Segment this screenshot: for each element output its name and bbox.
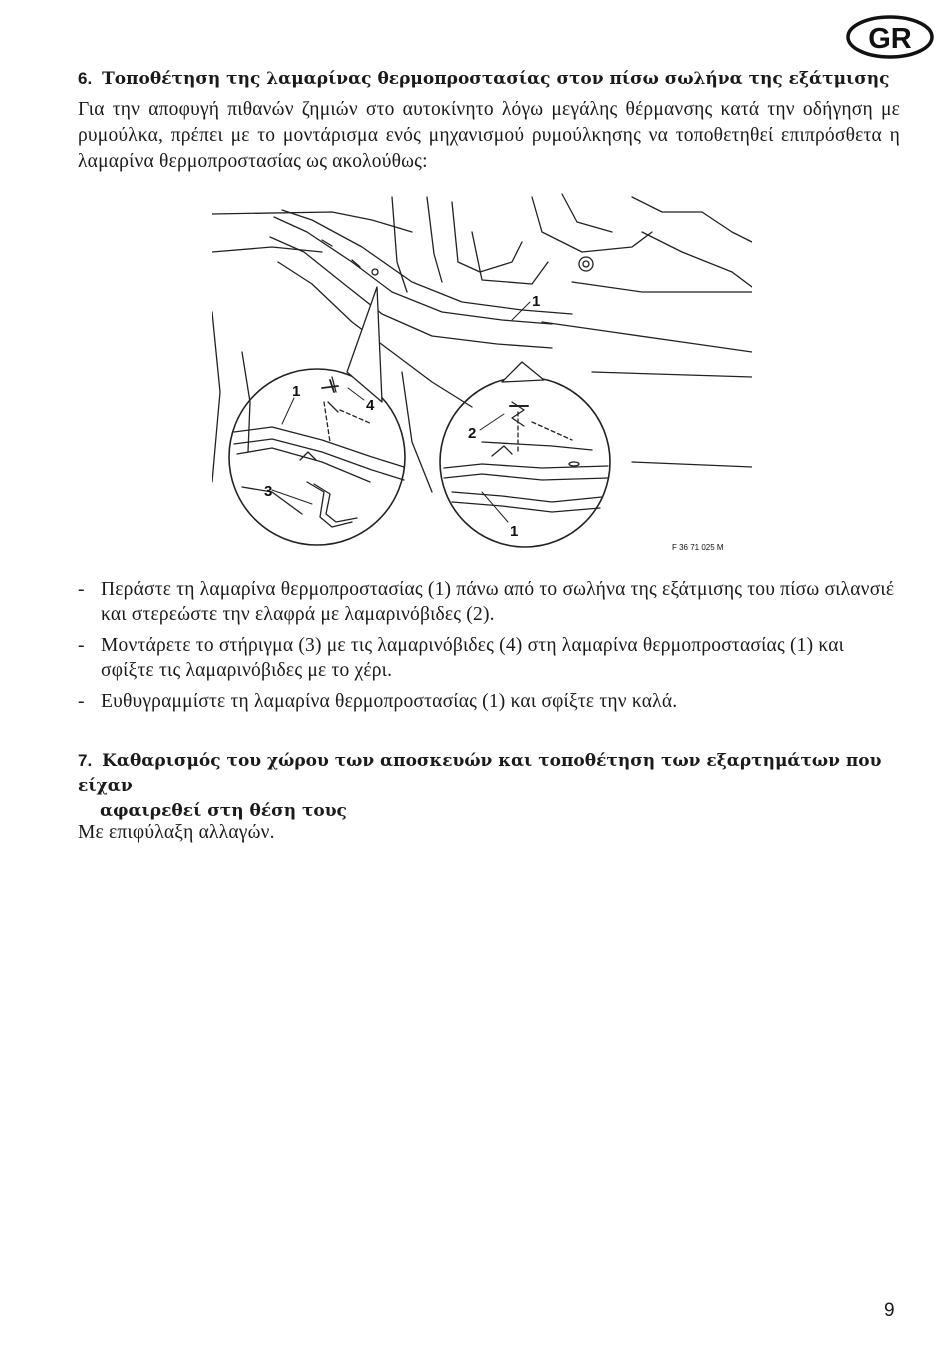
language-badge-label: GR xyxy=(868,23,912,55)
step-bullet: - xyxy=(78,579,85,600)
section-7-title-line1: Καθαρισμός του χώρου των αποσκευών και τοποθέτηση των εξαρτημάτων που είχαν xyxy=(78,751,882,796)
detail-circle-left xyxy=(229,287,405,545)
language-badge xyxy=(845,14,935,60)
callout-4: 4 xyxy=(366,397,375,414)
page-number: 9 xyxy=(884,1300,895,1321)
step-bullet: - xyxy=(78,635,85,656)
section-7-number: 7. xyxy=(78,751,93,770)
section-6-heading xyxy=(78,66,908,92)
callout-1-top: 1 xyxy=(532,293,541,310)
section-7-heading xyxy=(78,748,908,824)
step-item xyxy=(78,633,900,683)
step-bullet: - xyxy=(78,691,85,712)
underbody-drawing xyxy=(212,194,752,492)
installation-illustration xyxy=(212,192,752,560)
callout-1-right: 1 xyxy=(510,523,519,540)
disclaimer-note: Με επιφύλαξη αλλαγών. xyxy=(78,822,275,843)
step-text: Μοντάρετε το στήριγμα (3) με τις λαμαρινόβιδες (4) στη λαμαρίνα θερμοπροστασίας (1) και σφίξτε τις λαμαρινόβιδες με το χέρι. xyxy=(101,635,845,681)
steps-list xyxy=(78,577,900,720)
language-badge-oval xyxy=(845,14,935,60)
callout-2: 2 xyxy=(468,425,477,442)
detail-circle-right xyxy=(440,362,610,547)
callout-1-left: 1 xyxy=(292,383,301,400)
step-item xyxy=(78,689,900,714)
section-6-title: Τοποθέτηση της λαμαρίνας θερμοπροστασίας στον πίσω σωλήνα της εξάτμισης xyxy=(102,69,890,89)
section-6-number: 6. xyxy=(78,69,93,88)
step-text: Ευθυγραμμίστε τη λαμαρίνα θερμοπροστασίας (1) και σφίξτε την καλά. xyxy=(101,691,678,712)
callout-3: 3 xyxy=(264,483,273,500)
section-6-intro: Για την αποφυγή πιθανών ζημιών στο αυτοκίνητο λόγω μεγάλης θέρμανσης κατά την οδήγηση με ρυμούλκα, πρέπει με το μοντάρισμα ενός μηχανισμού ρυμούλκησης να τοποθετηθεί επιπρόσθετα η λαμαρίνα θερμοπροστασίας ως ακολούθως: xyxy=(78,99,900,172)
figure-code: F 36 71 025 M xyxy=(672,543,724,552)
callout-leaders xyxy=(272,302,530,522)
step-text: Περάστε τη λαμαρίνα θερμοπροστασίας (1) πάνω από το σωλήνα της εξάτμισης του πίσω σιλανσιέ και στερεώστε την ελαφρά με λαμαρινόβιδες (2). xyxy=(101,579,895,625)
step-item xyxy=(78,577,900,627)
section-7-title-line2: αφαιρεθεί στη θέση τους xyxy=(100,801,347,821)
